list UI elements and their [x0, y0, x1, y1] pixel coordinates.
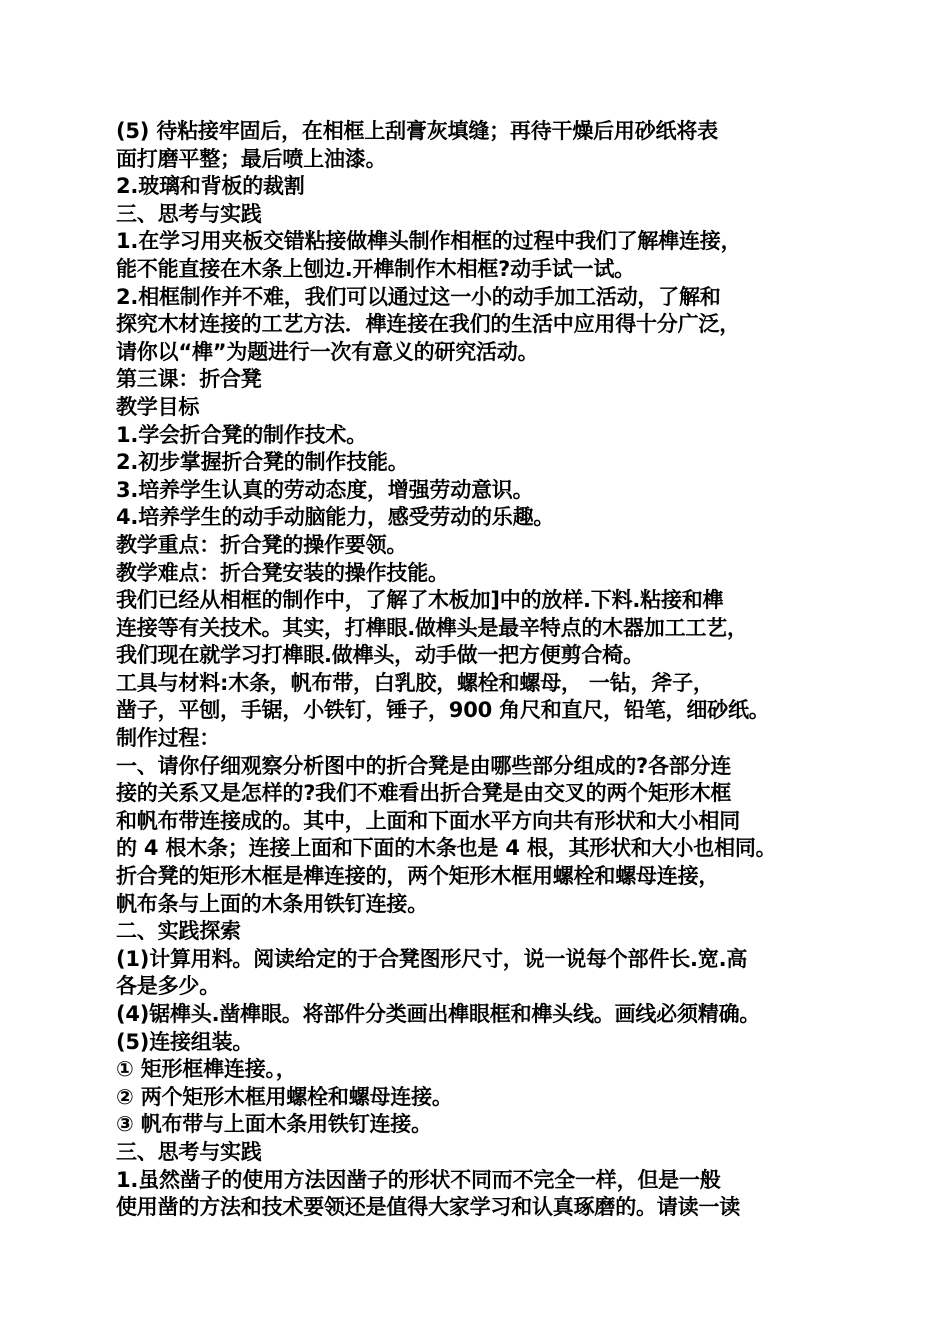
document-body [116, 118, 846, 1222]
text-line: (4)锯榫头.凿榫眼。将部件分类画出榫眼框和榫头线。画线必须精确。 [116, 1002, 761, 1026]
list-item: ③ 帆布带与上面木条用铁钉连接。 [116, 1112, 432, 1137]
text-line: 连接等有关技术。其实，打榫眼.做榫头是最辛特点的木器加工工艺， [116, 615, 748, 640]
text-line: (1)计算用料。阅读给定的于合凳图形尺寸，说一说每个部件长.宽.高 [116, 946, 748, 971]
text-line: 2.相框制作并不难，我们可以通过这一小的动手加工活动，了解和 [116, 284, 721, 309]
text-line: 1.虽然凿子的使用方法因凿子的形状不同而不完全一样，但是一般 [116, 1167, 721, 1192]
text-line: 探究木材连接的工艺方法．榫连接在我们的生活中应用得十分广泛， [116, 312, 740, 337]
text-line: 1.在学习用夹板交错粘接做榫头制作相框的过程中我们了解榫连接， [116, 229, 742, 254]
text-line: 2.玻璃和背板的裁割 [116, 174, 305, 199]
text-line: 请你以“榫”为题进行一次有意义的研究活动。 [116, 339, 539, 364]
text-line: 凿子，平刨，手锯，小铁钉，锤子，900 角尺和直尺，铅笔，细砂纸。 [116, 698, 770, 723]
section-heading: 三、思考与实践 [116, 1139, 262, 1164]
text-line: 教学重点：折合凳的操作要领。 [116, 532, 408, 557]
section-heading: 三、思考与实践 [116, 201, 262, 226]
text-line: 能不能直接在木条上刨边.开榫制作木相框?动手试一试。 [116, 256, 635, 281]
text-line: 帆布条与上面的木条用铁钉连接。 [116, 891, 428, 916]
text-line: 的 4 根木条；连接上面和下面的木条也是 4 根，其形状和大小也相同。 [116, 836, 777, 861]
text-line: 面打磨平整；最后喷上油漆。 [116, 146, 387, 171]
text-line: 3.培养学生认真的劳动态度，增强劳动意识。 [116, 477, 534, 502]
list-item: ① 矩形框榫连接。， [116, 1057, 297, 1082]
text-line: (5)连接组装。 [116, 1029, 254, 1054]
text-line: 1.学会折合凳的制作技术。 [116, 422, 367, 447]
text-line: 我们现在就学习打榫眼.做榫头，动手做一把方便剪合椅。 [116, 643, 644, 668]
text-line: 和帆布带连接成的。其中，上面和下面水平方向共有形状和大小相同 [116, 808, 740, 833]
section-heading: 教学目标 [116, 394, 200, 419]
text-line: 使用凿的方法和技术要领还是值得大家学习和认真琢磨的。请读一读 [116, 1195, 740, 1220]
text-line: 2.初步掌握折合凳的制作技能。 [116, 450, 409, 475]
text-line: 工具与材料:木条，帆布带，白乳胶，螺栓和螺母， 一钻，斧子， [116, 670, 714, 695]
text-line: 我们已经从相框的制作中，了解了木板加]中的放样.下料.粘接和榫 [116, 588, 724, 613]
section-heading: 制作过程： [116, 726, 220, 751]
text-line: 各是多少。 [116, 974, 220, 999]
text-line: 4.培养学生的动手动脑能力，感受劳动的乐趣。 [116, 505, 555, 530]
text-line: 接的关系又是怎样的?我们不难看出折合凳是由交叉的两个矩形木框 [116, 781, 732, 806]
text-line: 一、请你仔细观察分析图中的折合凳是由哪些部分组成的?各部分连 [116, 753, 732, 778]
lesson-title: 第三课：折合凳 [116, 367, 262, 392]
list-item: ② 两个矩形木框用螺栓和螺母连接。 [116, 1084, 453, 1109]
text-line: 教学难点：折合凳安装的操作技能。 [116, 560, 449, 585]
text-line: 折合凳的矩形木框是榫连接的，两个矩形木框用螺栓和螺母连接， [116, 864, 720, 889]
text-line: (5) 待粘接牢固后，在相框上刮膏灰填缝；再待干燥后用砂纸将表 [116, 119, 718, 143]
section-heading: 二、实践探索 [116, 919, 241, 944]
